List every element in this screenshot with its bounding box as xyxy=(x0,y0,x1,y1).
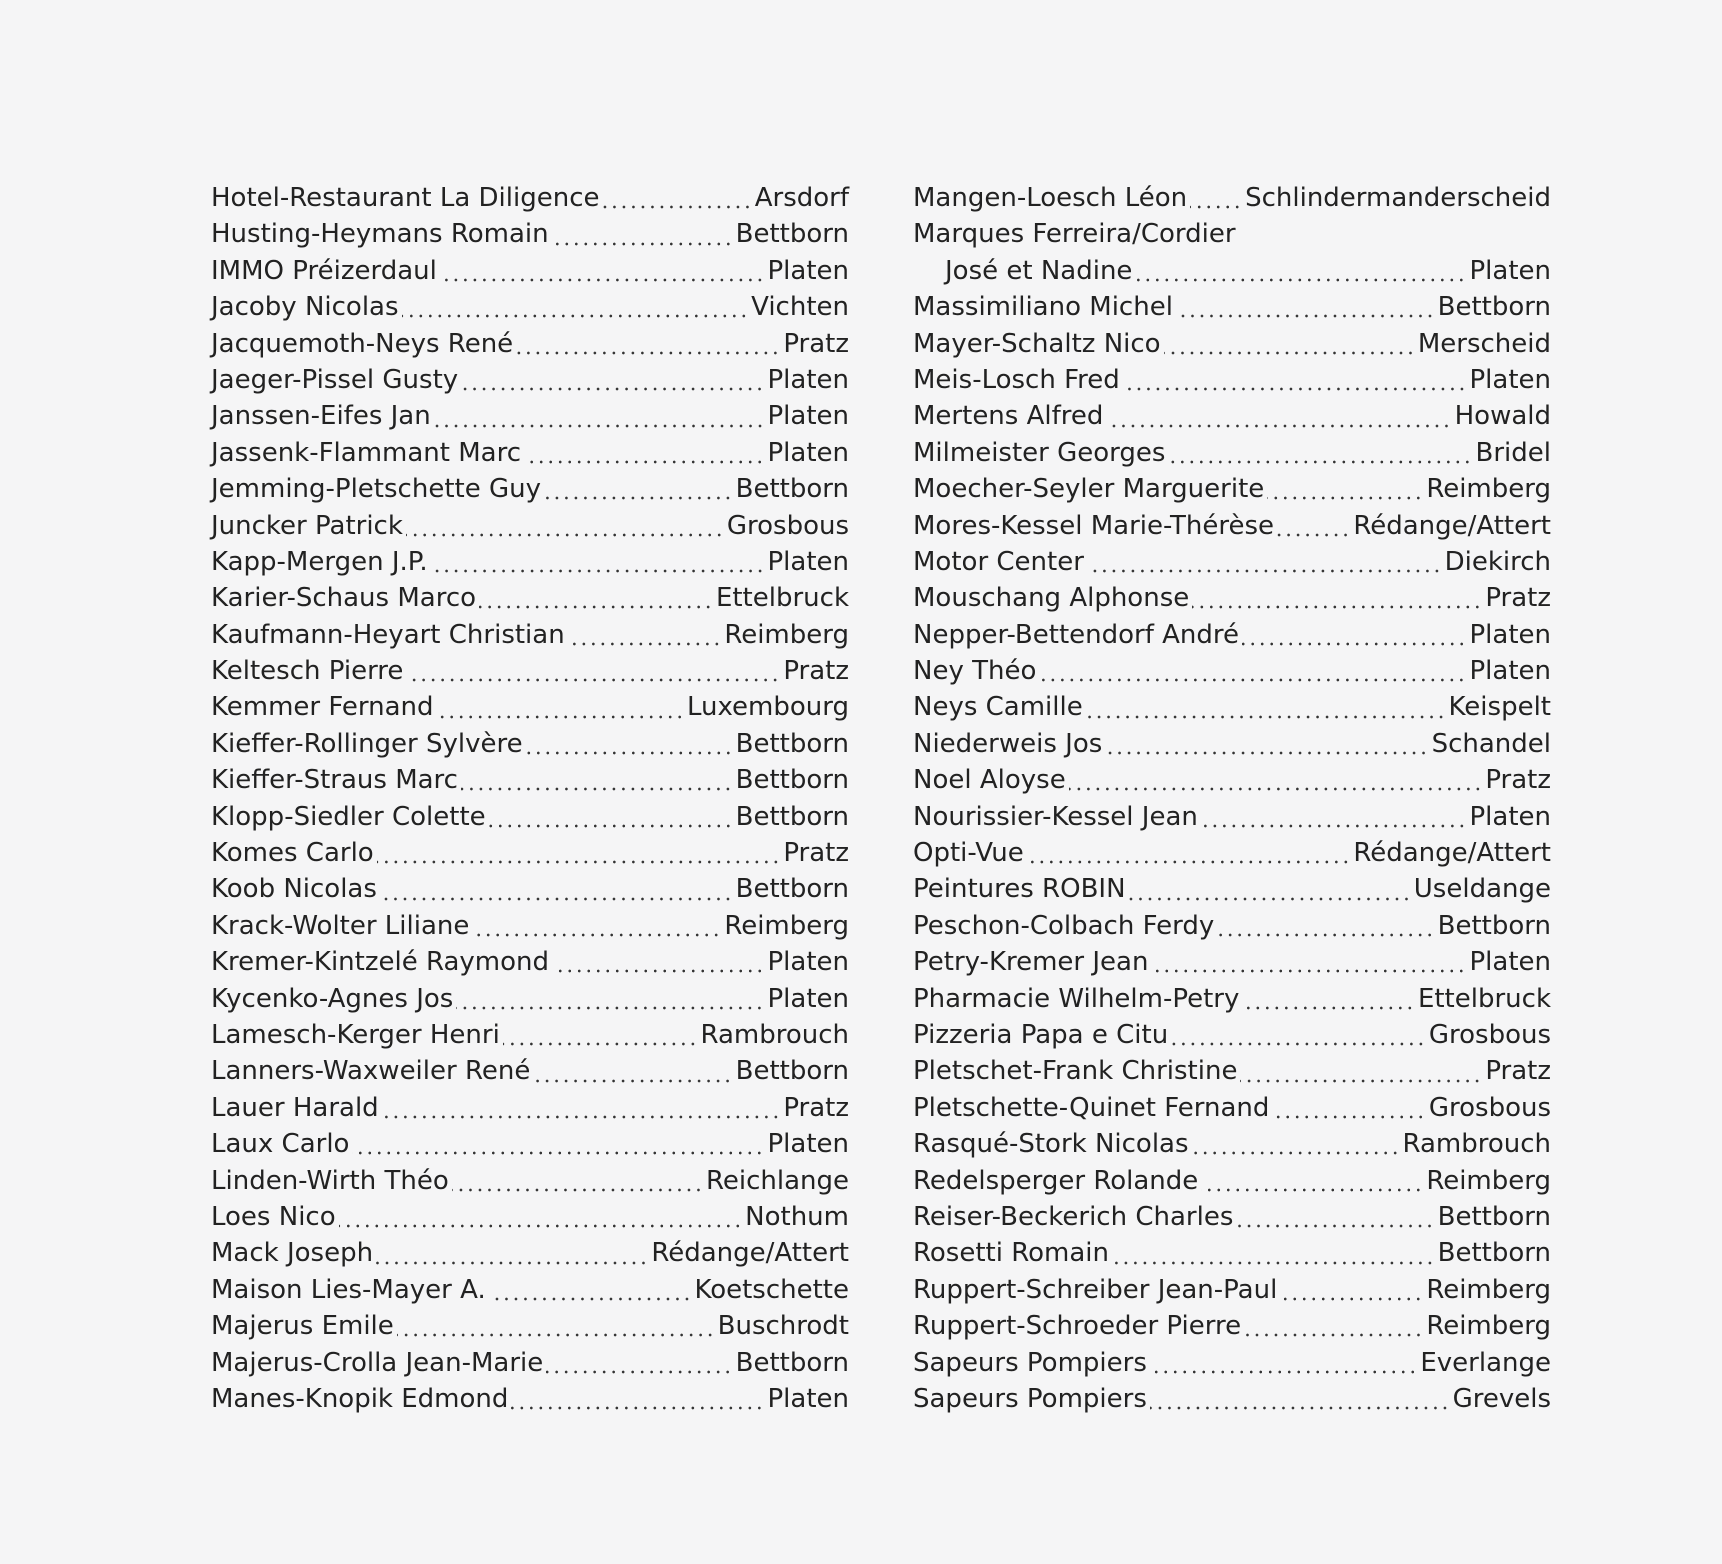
dot-leader xyxy=(1176,313,1435,319)
dot-leader xyxy=(1105,750,1428,756)
dot-leader xyxy=(440,277,765,283)
entry-place: Rédange/Attert xyxy=(1353,510,1551,541)
entry-name: Opti-Vue xyxy=(913,838,1024,869)
dot-leader xyxy=(1150,1405,1450,1411)
entry-place: Bettborn xyxy=(735,765,849,796)
dot-leader xyxy=(402,313,749,319)
entry-name: Massimiliano Michel xyxy=(913,292,1173,323)
entry-place: Pratz xyxy=(1485,1056,1551,1087)
entry-name: Hotel-Restaurant La Diligence xyxy=(211,183,600,213)
entry-name: Juncker Patrick xyxy=(211,510,403,541)
entry-name: Krack-Wolter Liliane xyxy=(211,910,470,941)
right-column-list xyxy=(913,180,1551,1417)
entry-name: Mouschang Alphonse xyxy=(913,583,1190,614)
dot-leader xyxy=(380,896,733,902)
list-item xyxy=(211,1163,849,1199)
entry-name: Pletschette-Quinet Fernand xyxy=(913,1092,1270,1123)
entry-name: Rasqué-Stork Nicolas xyxy=(913,1129,1189,1160)
dot-leader xyxy=(461,386,764,392)
dot-leader xyxy=(376,1260,648,1266)
entry-place: Platen xyxy=(767,983,849,1014)
entry-name: Moecher-Seyler Marguerite xyxy=(913,474,1265,505)
list-item xyxy=(211,471,849,507)
list-item xyxy=(211,689,849,725)
entry-place: Everlange xyxy=(1420,1347,1551,1378)
entry-place: Pratz xyxy=(783,1092,849,1123)
dot-leader xyxy=(546,1369,732,1375)
list-item xyxy=(913,216,1551,252)
entry-place: Luxembourg xyxy=(686,692,849,723)
entry-place: Ettelbruck xyxy=(715,583,849,614)
list-item xyxy=(913,253,1551,289)
list-item xyxy=(211,1272,849,1308)
dot-leader xyxy=(1171,1041,1426,1047)
entry-place: Bettborn xyxy=(1437,1201,1551,1232)
list-item xyxy=(211,435,849,471)
entry-name: Mack Joseph xyxy=(211,1238,374,1269)
entry-place: Ettelbruck xyxy=(1417,983,1551,1014)
entry-name: Lanners-Waxweiler René xyxy=(211,1056,531,1087)
dot-leader xyxy=(472,932,721,938)
entry-place: Bridel xyxy=(1475,437,1551,468)
entry-name: Ney Théo xyxy=(913,656,1037,687)
dot-leader xyxy=(1272,1114,1425,1120)
entry-place: Diekirch xyxy=(1444,546,1551,577)
entry-name: Sapeurs Pompiers xyxy=(913,1347,1147,1378)
dot-leader xyxy=(503,1041,698,1047)
dot-leader xyxy=(1168,459,1472,465)
list-item xyxy=(211,981,849,1017)
entry-place: Schandel xyxy=(1431,728,1551,759)
entry-place: Rambrouch xyxy=(700,1019,849,1050)
list-item xyxy=(211,726,849,762)
list-item xyxy=(211,1199,849,1235)
entry-name: Kemmer Fernand xyxy=(211,692,434,723)
entry-name: Kycenko-Agnes Jos xyxy=(211,983,454,1014)
entry-name: Majerus Emile xyxy=(211,1311,394,1342)
dot-leader xyxy=(544,495,733,501)
entry-place: Rédange/Attert xyxy=(651,1238,849,1269)
dot-leader xyxy=(1086,714,1446,720)
dot-leader xyxy=(352,1150,764,1156)
entry-name: Kapp-Mergen J.P. xyxy=(211,546,428,577)
entry-name: Lamesch-Kerger Henri xyxy=(211,1019,500,1050)
entry-name: IMMO Préizerdaul xyxy=(211,255,437,286)
entry-name: Ruppert-Schreiber Jean-Paul xyxy=(913,1274,1278,1305)
list-item xyxy=(211,253,849,289)
dot-leader xyxy=(516,350,780,356)
entry-place: Platen xyxy=(767,947,849,978)
dot-leader xyxy=(533,1078,732,1084)
dot-leader xyxy=(1106,423,1451,429)
entry-place: Reichlange xyxy=(705,1165,849,1196)
entry-place: Bettborn xyxy=(735,801,849,832)
list-item xyxy=(211,326,849,362)
entry-name: Kieffer-Straus Marc xyxy=(211,765,458,796)
list-item xyxy=(913,289,1551,325)
entry-name: Klopp-Siedler Colette xyxy=(211,801,486,832)
entry-name: Lauer Harald xyxy=(211,1092,379,1123)
list-item xyxy=(913,435,1551,471)
entry-place: Rambrouch xyxy=(1402,1129,1551,1160)
dot-leader xyxy=(1277,532,1350,538)
list-item xyxy=(913,981,1551,1017)
entry-name: Nourissier-Kessel Jean xyxy=(913,801,1198,832)
entry-place: Grosbous xyxy=(1428,1019,1551,1050)
list-item xyxy=(211,180,849,216)
dot-leader xyxy=(452,1187,703,1193)
list-item xyxy=(913,617,1551,653)
entry-name: Rosetti Romain xyxy=(913,1238,1109,1269)
list-item xyxy=(913,1345,1551,1381)
entry-name: Janssen-Eifes Jan xyxy=(211,401,431,432)
dot-leader xyxy=(437,714,684,720)
entry-name: Pletschet-Frank Christine xyxy=(913,1056,1238,1087)
entry-place: Grosbous xyxy=(726,510,849,541)
entry-name: Neys Camille xyxy=(913,692,1083,723)
entry-name: Linden-Wirth Théo xyxy=(211,1165,449,1196)
list-item xyxy=(913,1272,1551,1308)
list-item xyxy=(211,908,849,944)
entry-name: Koob Nicolas xyxy=(211,874,377,905)
entry-name: Kaufmann-Heyart Christian xyxy=(211,619,565,650)
dot-leader xyxy=(431,568,765,574)
dot-leader xyxy=(1267,495,1423,501)
list-item xyxy=(913,1381,1551,1417)
dot-leader xyxy=(397,1332,715,1338)
entry-name: Loes Nico xyxy=(211,1201,336,1232)
list-item xyxy=(211,580,849,616)
list-item xyxy=(211,762,849,798)
list-item xyxy=(913,398,1551,434)
entry-place: Pratz xyxy=(1485,765,1551,796)
entry-place: Bettborn xyxy=(735,1347,849,1378)
list-item xyxy=(211,1345,849,1381)
entry-name: Karier-Schaus Marco xyxy=(211,583,477,614)
dot-leader xyxy=(1123,386,1467,392)
list-item xyxy=(913,1053,1551,1089)
entry-place: Bettborn xyxy=(735,874,849,905)
list-item xyxy=(211,1235,849,1271)
list-item xyxy=(211,944,849,980)
entry-name: Keltesch Pierre xyxy=(211,656,404,687)
entry-place: Reimberg xyxy=(1426,1311,1551,1342)
list-item xyxy=(913,835,1551,871)
entry-name: Husting-Heymans Romain xyxy=(211,219,549,250)
dot-leader xyxy=(524,459,764,465)
dot-leader xyxy=(1190,204,1242,210)
entry-name: Pizzeria Papa e Citu xyxy=(913,1019,1169,1050)
entry-place: Reimberg xyxy=(1426,474,1551,505)
list-item xyxy=(913,580,1551,616)
entry-place: Merscheid xyxy=(1417,328,1551,359)
entry-name: Petry-Kremer Jean xyxy=(913,947,1149,978)
entry-name: Manes-Knopik Edmond xyxy=(211,1383,509,1414)
entry-name: Kremer-Kintzelé Raymond xyxy=(211,947,549,978)
entry-name: Sapeurs Pompiers xyxy=(913,1383,1147,1414)
entry-place: Bettborn xyxy=(735,728,849,759)
list-item xyxy=(211,362,849,398)
list-item xyxy=(913,180,1551,216)
list-item xyxy=(211,1090,849,1126)
entry-name: Nepper-Bettendorf André xyxy=(913,619,1240,650)
entry-name: Jemming-Pletschette Guy xyxy=(211,474,541,505)
list-item xyxy=(913,1235,1551,1271)
list-item xyxy=(211,216,849,252)
list-item xyxy=(211,1381,849,1417)
entry-name: Peintures ROBIN xyxy=(913,874,1126,905)
entry-place: Reimberg xyxy=(1426,1165,1551,1196)
entry-place: Platen xyxy=(1469,801,1551,832)
dot-leader xyxy=(339,1223,743,1229)
entry-name: Komes Carlo xyxy=(211,838,374,869)
entry-place: Bettborn xyxy=(735,219,849,250)
list-item xyxy=(913,762,1551,798)
dot-leader xyxy=(406,677,780,683)
list-item xyxy=(913,653,1551,689)
entry-name: Laux Carlo xyxy=(211,1129,350,1160)
list-item xyxy=(913,1199,1551,1235)
dot-leader xyxy=(382,1114,781,1120)
dot-leader xyxy=(1192,1150,1400,1156)
dot-leader xyxy=(1242,641,1466,647)
list-item xyxy=(913,871,1551,907)
entry-place: Platen xyxy=(1469,364,1551,395)
list-item xyxy=(913,1126,1551,1162)
dot-leader xyxy=(1112,1260,1435,1266)
list-item xyxy=(211,871,849,907)
dot-leader xyxy=(568,641,722,647)
list-item xyxy=(211,289,849,325)
dot-leader xyxy=(489,1296,692,1302)
entry-name: Mores-Kessel Marie-Thérèse xyxy=(913,510,1274,541)
entry-place: Reimberg xyxy=(724,619,849,650)
list-item xyxy=(913,799,1551,835)
entry-place: Schlindermanderscheid xyxy=(1245,183,1551,213)
entry-place: Pratz xyxy=(783,838,849,869)
list-item xyxy=(913,1308,1551,1344)
entry-name: Maison Lies-Mayer A. xyxy=(211,1274,486,1305)
entry-name: Kieffer-Rollinger Sylvère xyxy=(211,728,523,759)
list-item xyxy=(913,508,1551,544)
entry-place: Useldange xyxy=(1413,874,1551,905)
list-item xyxy=(913,326,1551,362)
list-item xyxy=(211,617,849,653)
entry-name: Milmeister Georges xyxy=(913,437,1166,468)
list-item xyxy=(211,398,849,434)
dot-leader xyxy=(406,532,724,538)
dot-leader xyxy=(377,859,781,865)
entry-place: Platen xyxy=(767,364,849,395)
entry-place: Platen xyxy=(1469,947,1551,978)
entry-place: Bettborn xyxy=(1437,292,1551,323)
dot-leader xyxy=(1201,823,1467,829)
dot-leader xyxy=(1242,1005,1415,1011)
list-item xyxy=(913,1090,1551,1126)
dot-leader xyxy=(1151,968,1466,974)
entry-place: Pratz xyxy=(783,328,849,359)
dot-leader xyxy=(603,204,752,210)
entry-place: Howald xyxy=(1454,401,1551,432)
dot-leader xyxy=(456,1005,764,1011)
dot-leader xyxy=(552,241,733,247)
entry-name: Jaeger-Pissel Gusty xyxy=(211,364,459,395)
entry-name: Reiser-Beckerich Charles xyxy=(913,1201,1234,1232)
dot-leader xyxy=(1129,896,1411,902)
list-item xyxy=(211,1017,849,1053)
entry-name: Niederweis Jos xyxy=(913,728,1103,759)
dot-leader xyxy=(1236,1223,1434,1229)
list-item xyxy=(913,944,1551,980)
dot-leader xyxy=(1201,1187,1423,1193)
list-item xyxy=(211,1126,849,1162)
entry-place: Bettborn xyxy=(735,1056,849,1087)
entry-place: Platen xyxy=(767,401,849,432)
entry-place: Bettborn xyxy=(1437,910,1551,941)
entry-place: Platen xyxy=(1469,255,1551,286)
list-item xyxy=(913,1163,1551,1199)
dot-leader xyxy=(1150,1369,1417,1375)
dot-leader xyxy=(1192,604,1482,610)
entry-name: Mertens Alfred xyxy=(913,401,1104,432)
dot-leader xyxy=(1240,1078,1482,1084)
dot-leader xyxy=(552,968,764,974)
list-item xyxy=(913,544,1551,580)
list-item xyxy=(913,689,1551,725)
entry-name: Motor Center xyxy=(913,546,1084,577)
entry-place: Platen xyxy=(767,255,849,286)
dot-leader xyxy=(434,423,765,429)
entry-place: Grosbous xyxy=(1428,1092,1551,1123)
list-item xyxy=(211,653,849,689)
entry-place: Koetschette xyxy=(694,1274,849,1305)
entry-name: Jassenk-Flammant Marc xyxy=(211,437,522,468)
entry-name: Peschon-Colbach Ferdy xyxy=(913,910,1215,941)
entry-place: Vichten xyxy=(751,292,849,323)
entry-place: Rédange/Attert xyxy=(1353,838,1551,869)
entry-name: Jacquemoth-Neys René xyxy=(211,328,514,359)
entry-name: Redelsperger Rolande xyxy=(913,1165,1199,1196)
entry-name: José et Nadine xyxy=(945,255,1133,286)
list-item xyxy=(913,908,1551,944)
list-item xyxy=(913,471,1551,507)
dot-leader xyxy=(511,1405,764,1411)
entry-place: Platen xyxy=(767,1383,849,1414)
list-item xyxy=(913,1017,1551,1053)
dot-leader xyxy=(1244,1332,1423,1338)
entry-place: Keispelt xyxy=(1448,692,1551,723)
list-item xyxy=(211,544,849,580)
entry-place: Pratz xyxy=(783,656,849,687)
dot-leader xyxy=(526,750,733,756)
dot-leader xyxy=(489,823,733,829)
list-item xyxy=(211,1053,849,1089)
entry-place: Pratz xyxy=(1485,583,1551,614)
left-column-list xyxy=(211,180,849,1417)
dot-leader xyxy=(1280,1296,1423,1302)
dot-leader xyxy=(461,786,733,792)
entry-name: Mangen-Loesch Léon xyxy=(913,183,1188,213)
entry-place: Platen xyxy=(767,437,849,468)
entry-name: Jacoby Nicolas xyxy=(211,292,399,323)
entry-name: Ruppert-Schroeder Pierre xyxy=(913,1311,1242,1342)
entry-place: Grevels xyxy=(1452,1383,1551,1414)
entry-place: Platen xyxy=(1469,656,1551,687)
entry-name: Majerus-Crolla Jean-Marie xyxy=(211,1347,544,1378)
dot-leader xyxy=(1164,350,1415,356)
dot-leader xyxy=(1135,277,1466,283)
entry-place: Reimberg xyxy=(724,910,849,941)
entry-place: Platen xyxy=(1469,619,1551,650)
entry-place: Reimberg xyxy=(1426,1274,1551,1305)
entry-place: Nothum xyxy=(745,1201,849,1232)
dot-leader xyxy=(1087,568,1442,574)
list-item xyxy=(211,1308,849,1344)
dot-leader xyxy=(479,604,713,610)
dot-leader xyxy=(1217,932,1434,938)
list-item xyxy=(913,726,1551,762)
dot-leader xyxy=(1027,859,1351,865)
entry-place: Platen xyxy=(767,1129,849,1160)
list-item xyxy=(211,835,849,871)
entry-name: Meis-Losch Fred xyxy=(913,364,1120,395)
entry-place: Bettborn xyxy=(735,474,849,505)
entry-place: Buschrodt xyxy=(717,1311,849,1342)
entry-name: Marques Ferreira/Cordier xyxy=(913,219,1236,250)
entry-name: Noel Aloyse xyxy=(913,765,1066,796)
entry-place: Arsdorf xyxy=(754,183,849,213)
list-item xyxy=(211,508,849,544)
entry-place: Platen xyxy=(767,546,849,577)
entry-name: Mayer-Schaltz Nico xyxy=(913,328,1161,359)
entry-place: Bettborn xyxy=(1437,1238,1551,1269)
list-item xyxy=(211,799,849,835)
dot-leader xyxy=(1039,677,1466,683)
entry-name: Pharmacie Wilhelm-Petry xyxy=(913,983,1240,1014)
list-item xyxy=(913,362,1551,398)
dot-leader xyxy=(1069,786,1483,792)
